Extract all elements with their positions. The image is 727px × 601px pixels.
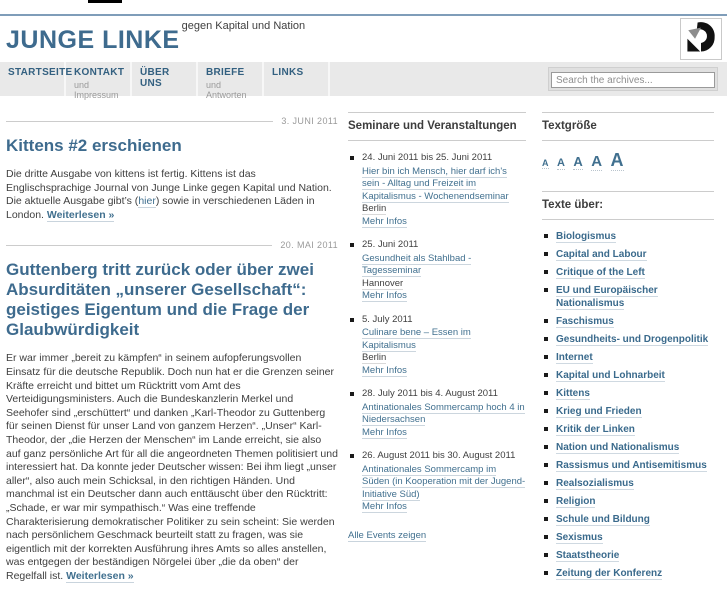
event-title-link[interactable]: Antinationales Sommercamp hoch 4 in Niedersachsen xyxy=(362,401,525,425)
article-kittens xyxy=(6,116,338,222)
article-date: 3. JUNI 2011 xyxy=(281,116,338,126)
topic-item xyxy=(542,405,714,418)
topic-link[interactable]: Kittens xyxy=(556,388,590,399)
topic-link[interactable]: Capital and Labour xyxy=(556,249,647,260)
topic-link[interactable]: Kapital und Lohnarbeit xyxy=(556,370,665,381)
sidebar xyxy=(542,112,714,585)
nav-sublabel: und Impressum xyxy=(74,80,119,100)
all-events-link[interactable]: Alle Events zeigen xyxy=(348,529,427,541)
event-date: 5. July 2011 xyxy=(362,313,413,325)
body-text: ) sowie in verschiedenen Läden in London. xyxy=(6,195,315,221)
event-date: 25. Juni 2011 xyxy=(362,239,419,250)
article-date-row xyxy=(6,240,338,250)
body-text: Er war immer „bereit zu kämpfen“ in seinem aufopferungsvollen Einsatz für die deutsche Republik. Doch nun hat er die Grenzen seiner Kräfte erreicht und bittet um Rücktritt vom Amt des Verteidigungsministers. Auch die Bundeskanzlerin Merkel und Seehofer sind „erschüttert“ und danken „Karl-Theodor zu Guttenberg für seinen Dienst für unser Land von ganzem Herzen“. „Unser“ Karl-Theodor, der „die Herzen der Menschen“ im Lande erreicht, sie also auf ganz persönliche Art für all die angeordneten Themen politisiert und interessiert hat. Da konnte jeder Deutscher wissen: Bei ihm liegt „unser aller“, also auch mein Schicksal, in den richtigen Händen. Und manchmal ist ein Deutscher dann auch enttäuscht über den Rücktritt: „Schade, er war mir sympathisch.“ Was eine treffende Charakterisierung demokratischer Politiker zu sein scheint: Sie werden nach persönlichem Geschmack beurteilt statt zu fragen, was sie eigentlich mit der korrekten Ausführung ihres Amts so alles anstellen, was entgegen der beständigen Nörgelei über „die da oben“ der Regelfall ist. xyxy=(6,352,338,582)
topic-link[interactable]: Critique of the Left xyxy=(556,267,645,278)
search-box xyxy=(548,67,718,92)
events-heading: Seminare und Veranstaltungen xyxy=(348,112,526,141)
nav-item-startseite[interactable] xyxy=(0,62,73,96)
nav-label: KONTAKT xyxy=(74,67,125,78)
topic-item xyxy=(542,230,714,243)
topic-link[interactable]: Realsozialismus xyxy=(556,478,634,489)
topic-link[interactable]: Staatstheorie xyxy=(556,550,620,561)
event-title-link[interactable]: Antinationales Sommercamp im Süden (in Kooperation mit der Jugend-Initiative Süd) xyxy=(362,463,526,500)
site-tagline: gegen Kapital und Nation xyxy=(181,20,306,32)
topic-item xyxy=(542,495,714,508)
topic-link[interactable]: Religion xyxy=(556,496,596,507)
textsize-link-1[interactable]: A xyxy=(542,158,549,168)
articles-column xyxy=(6,112,338,601)
topic-item xyxy=(542,369,714,382)
textsize-link-4[interactable]: A xyxy=(591,153,603,170)
topic-item xyxy=(542,351,714,364)
top-dash xyxy=(88,0,122,3)
event-item xyxy=(348,388,526,439)
article-body xyxy=(6,168,338,222)
nav-label: LINKS xyxy=(272,67,304,78)
nav-item-ueber-uns[interactable] xyxy=(132,62,198,96)
topic-link[interactable]: EU und Europäischer Nationalismus xyxy=(556,285,658,309)
article-body xyxy=(6,352,338,583)
topic-item xyxy=(542,549,714,562)
nav-label: ÜBER UNS xyxy=(140,67,170,89)
nav-item-kontakt[interactable] xyxy=(66,62,132,100)
textsize-link-3[interactable]: A xyxy=(573,154,583,169)
article-title[interactable]: Guttenberg tritt zurück oder über zwei Absurditäten „unserer Gesellschaft“: geistiges Eigentum und die Frage der Glaubwürdigkeit xyxy=(6,260,314,340)
topic-item xyxy=(542,567,714,580)
event-title-link[interactable]: Culinare bene – Essen im Kapitalismus xyxy=(362,327,471,351)
topic-link[interactable]: Nation und Nationalismus xyxy=(556,442,680,453)
article-date: 20. MAI 2011 xyxy=(280,240,338,251)
event-location: Hannover xyxy=(362,277,404,289)
main-nav xyxy=(0,62,727,100)
date-rule xyxy=(6,245,272,246)
event-more-link[interactable]: Mehr Infos xyxy=(362,426,407,438)
event-more-link[interactable]: Mehr Infos xyxy=(362,364,407,376)
textsize-heading: Textgröße xyxy=(542,112,714,141)
topic-link[interactable]: Zeitung der Konferenz xyxy=(556,568,663,579)
site-title[interactable]: JUNGE LINKE xyxy=(6,26,180,54)
textsize-link-5[interactable]: A xyxy=(610,150,624,170)
event-title-link[interactable]: Hier bin ich Mensch, hier darf ich's sein - Alltag und Freizeit im Kapitalismus - Wochenendseminar xyxy=(362,165,509,202)
event-date: 28. July 2011 bis 4. August 2011 xyxy=(362,388,498,399)
topic-item xyxy=(542,423,714,436)
weiterlesen-link[interactable]: Weiterlesen » xyxy=(66,569,134,582)
event-item xyxy=(348,152,526,228)
event-date: 24. Juni 2011 bis 25. Juni 2011 xyxy=(362,152,493,163)
site-logo[interactable] xyxy=(680,18,722,60)
nav-label: STARTSEITE xyxy=(8,67,73,78)
article-title[interactable]: Kittens #2 erschienen xyxy=(6,136,182,155)
topic-link[interactable]: Gesundheits- und Drogenpolitik xyxy=(556,334,709,345)
article-date-row xyxy=(6,116,338,126)
topic-item xyxy=(542,477,714,490)
content-columns xyxy=(6,112,720,601)
topic-link[interactable]: Schule und Bildung xyxy=(556,514,650,525)
textsize-link-2[interactable]: A xyxy=(556,157,565,169)
topic-item xyxy=(542,459,714,472)
header-rule xyxy=(0,14,727,16)
nav-spacer xyxy=(330,62,548,96)
event-location: Berlin xyxy=(362,352,387,363)
topic-item xyxy=(542,441,714,454)
masthead xyxy=(6,18,305,53)
topic-item xyxy=(542,513,714,526)
body-text: Die dritte Ausgabe von kittens ist fertig. Kittens ist das Englischsprachige Journal von Junge Linke gegen Kapital und Nation. Die aktuelle Ausgabe gibt’s ( xyxy=(6,168,332,208)
nav-item-links[interactable] xyxy=(264,62,330,96)
event-item xyxy=(348,314,526,378)
date-rule xyxy=(6,121,273,122)
topic-item xyxy=(542,531,714,544)
topic-item xyxy=(542,266,714,279)
topic-item xyxy=(542,333,714,346)
topics-heading: Texte über: xyxy=(542,191,714,220)
nav-label: BRIEFE xyxy=(206,67,245,78)
weiterlesen-link[interactable]: Weiterlesen » xyxy=(46,208,115,221)
article-guttenberg xyxy=(6,240,338,583)
topics-list xyxy=(542,230,714,580)
topic-link[interactable]: Kritik der Linken xyxy=(556,424,635,435)
topic-item xyxy=(542,284,714,310)
inline-link[interactable]: hier xyxy=(138,195,156,208)
logo-swirl-icon xyxy=(684,20,718,59)
event-date: 26. August 2011 bis 30. August 2011 xyxy=(362,450,516,461)
topic-item xyxy=(542,315,714,328)
topic-link[interactable]: Biologismus xyxy=(556,231,617,242)
event-location: Berlin xyxy=(362,203,387,214)
event-item xyxy=(348,450,526,514)
nav-item-briefe[interactable] xyxy=(198,62,264,100)
topic-item xyxy=(542,387,714,400)
event-more-link[interactable]: Mehr Infos xyxy=(362,215,407,227)
topic-link[interactable]: Internet xyxy=(556,352,593,363)
nav-sublabel: und Antworten xyxy=(206,80,247,100)
events-list xyxy=(348,152,526,514)
event-title-link[interactable]: Gesundheit als Stahlbad - Tagesseminar xyxy=(362,252,472,276)
event-more-link[interactable]: Mehr Infos xyxy=(362,290,407,301)
topic-link[interactable]: Krieg und Frieden xyxy=(556,406,642,417)
topic-link[interactable]: Sexismus xyxy=(556,532,603,543)
events-column xyxy=(348,112,526,541)
topic-item xyxy=(542,248,714,261)
topic-link[interactable]: Rassismus und Antisemitismus xyxy=(556,460,707,471)
event-item xyxy=(348,239,526,303)
event-more-link[interactable]: Mehr Infos xyxy=(362,501,407,512)
textsize-controls xyxy=(542,141,714,181)
search-input[interactable] xyxy=(551,72,715,88)
topic-link[interactable]: Faschismus xyxy=(556,316,614,327)
